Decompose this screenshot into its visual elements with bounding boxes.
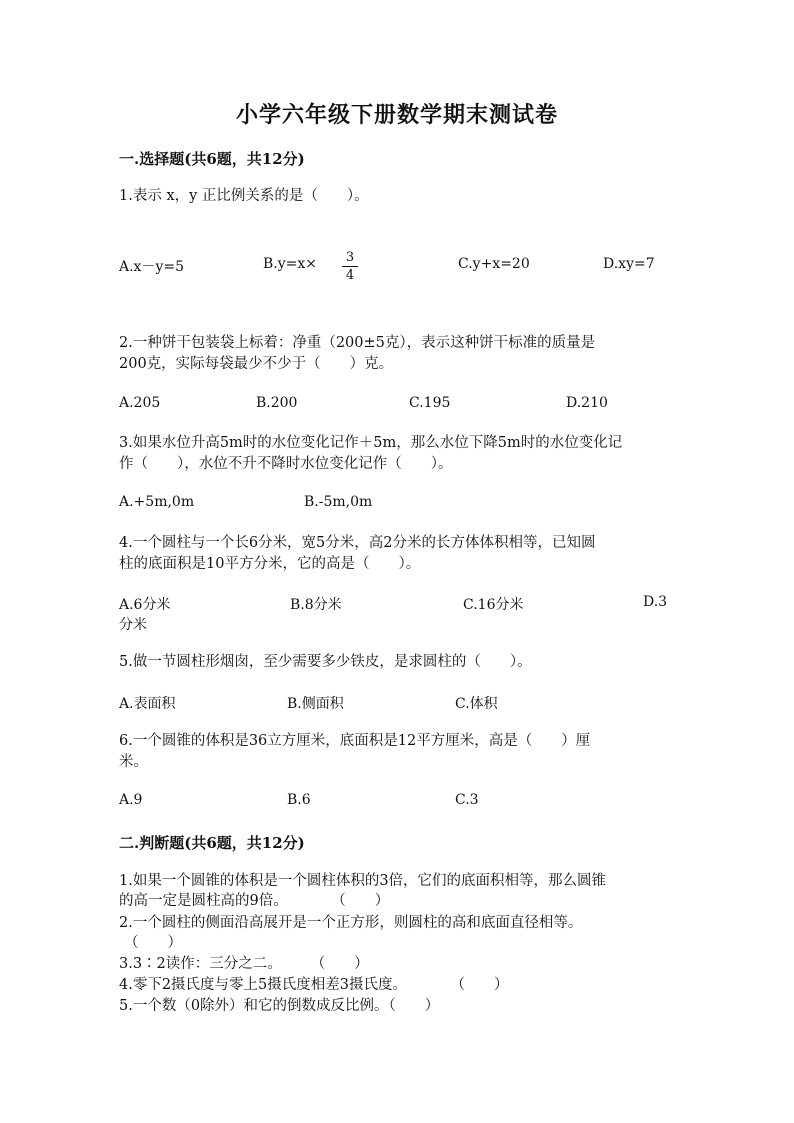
fraction-bar — [342, 266, 358, 267]
q3-option-b: B.-5m,0m — [304, 494, 373, 510]
judgement-line: 4.零下2摄氏度与零上5摄氏度相差3摄氏度。 （ ） — [119, 977, 509, 993]
q6-option-c: C.3 — [455, 792, 479, 808]
judgement-line: 2.一个圆柱的侧面沿高展开是一个正方形，则圆柱的高和底面直径相等。 — [119, 915, 583, 931]
question-6-line-2: 米。 — [119, 754, 148, 770]
q2-option-c: C.195 — [409, 395, 451, 411]
q5-option-b: B.侧面积 — [287, 696, 344, 712]
q4-option-d: D.3 — [643, 594, 668, 610]
fraction-denominator: 4 — [345, 268, 355, 283]
q3-option-a: A.+5m,0m — [119, 494, 195, 510]
q1-option-c: C.y+x=20 — [458, 256, 530, 272]
judgement-line: 3.3∶2读作：三分之二。 （ ） — [119, 956, 369, 972]
page-title: 小学六年级下册数学期末测试卷 — [235, 102, 558, 128]
fraction-numerator: 3 — [345, 250, 355, 265]
judgement-line: 的高一定是圆柱高的9倍。 （ ） — [119, 893, 390, 909]
q2-option-a: A.205 — [119, 395, 161, 411]
q4-option-b: B.8分米 — [290, 597, 342, 613]
question-4-line-1: 4.一个圆柱与一个长6分米，宽5分米，高2分米的长方体体积相等，已知圆 — [119, 535, 596, 551]
q4-option-a: A.6分米 — [119, 597, 171, 613]
q5-option-c: C.体积 — [455, 696, 498, 712]
q4-option-c: C.16分米 — [463, 597, 524, 613]
q6-option-a: A.9 — [119, 792, 143, 808]
question-6-line-1: 6.一个圆锥的体积是36立方厘米，底面积是12平方厘米，高是（ ）厘 — [119, 733, 591, 749]
section-heading-choice: 一.选择题(共6题，共12分) — [119, 150, 305, 168]
q1-option-b: B.y=x× — [263, 256, 318, 272]
section-heading-judgement: 二.判断题(共6题，共12分) — [119, 834, 305, 852]
q4-option-d-unit: 分米 — [119, 617, 147, 633]
question-5-text: 5.做一节圆柱形烟囱，至少需要多少铁皮，是求圆柱的（ ）。 — [119, 654, 532, 670]
judgement-line: （ ） — [124, 935, 182, 951]
question-2-line-1: 2.一种饼干包装袋上标着：净重（200±5克），表示这种饼干标准的质量是 — [119, 335, 596, 351]
question-4-line-2: 柱的底面积是10平方分米，它的高是（ ）。 — [119, 556, 421, 572]
q5-option-a: A.表面积 — [119, 696, 176, 712]
question-3-line-2: 作（ ），水位不升不降时水位变化记作（ ）。 — [119, 456, 453, 472]
q2-option-d: D.210 — [566, 395, 608, 411]
q2-option-b: B.200 — [256, 395, 298, 411]
question-2-line-2: 200克，实际每袋最少不少于（ ）克。 — [119, 356, 394, 372]
judgement-line: 5.一个数（0除外）和它的倒数成反比例。（ ） — [119, 998, 440, 1014]
q1-option-b-fraction — [340, 250, 360, 283]
q1-option-a: A.x－y=5 — [119, 259, 185, 275]
question-3-line-1: 3.如果水位升高5m时的水位变化记作＋5m，那么水位下降5m时的水位变化记 — [119, 435, 623, 451]
q1-option-d: D.xy=7 — [603, 256, 655, 272]
judgement-line: 1.如果一个圆锥的体积是一个圆柱体积的3倍，它们的底面积相等，那么圆锥 — [119, 873, 607, 889]
question-1-text: 1.表示 x，y 正比例关系的是（ ）。 — [119, 188, 369, 204]
q6-option-b: B.6 — [287, 792, 311, 808]
